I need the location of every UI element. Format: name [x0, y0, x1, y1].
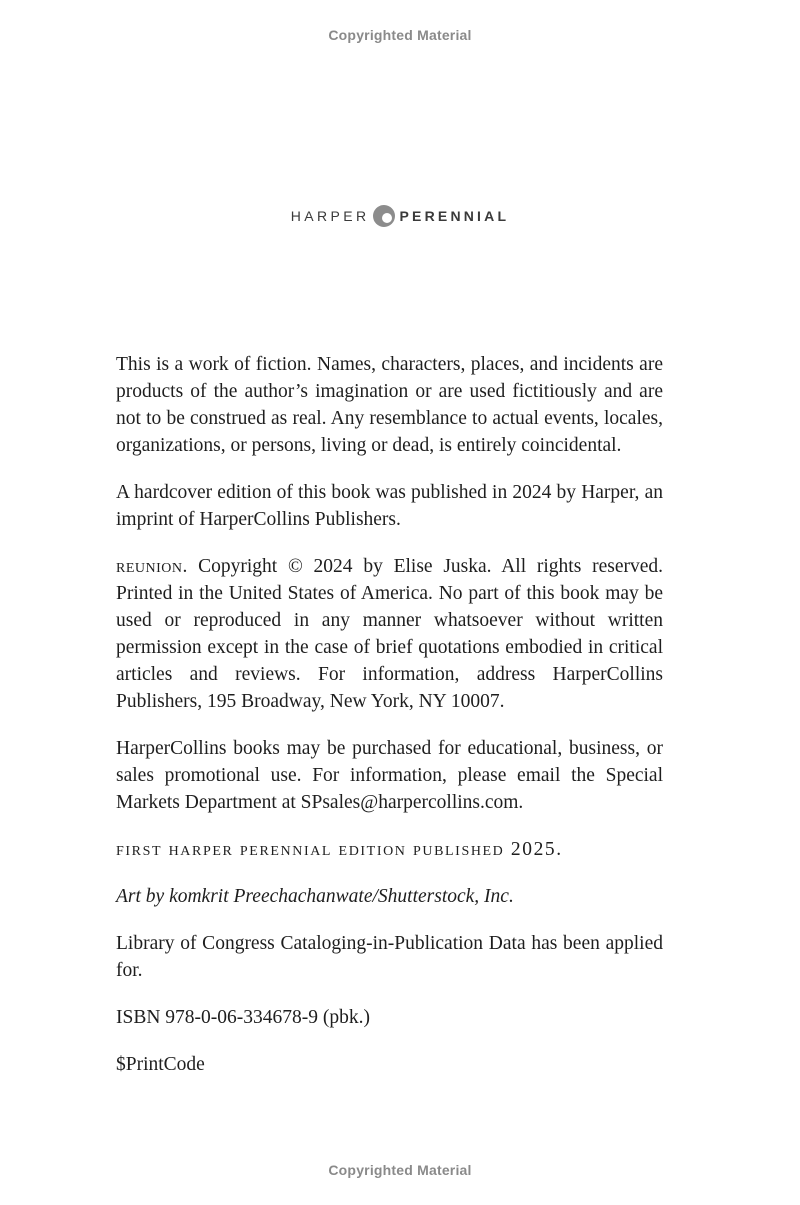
publisher-logo [0, 204, 800, 228]
copyright-notice-text: . Copyright © 2024 by Elise Juska. All rights reserved. Printed in the United States of America. No part of this book may be used or reproduced in any manner whatsoever without written permission except in the case of brief quotations embodied in critical articles and reviews. For information, address HarperCollins Publishers, 195 Broadway, New York, NY 10007. [116, 556, 663, 712]
cip-note: Library of Congress Cataloging-in-Publication Data has been applied for. [116, 933, 663, 981]
copyrighted-material-watermark-bottom: Copyrighted Material [328, 1162, 472, 1178]
print-code: $PrintCode [116, 1054, 205, 1075]
perennial-circle-logo-icon [372, 204, 396, 228]
art-credit: Art by komkrit Preechachanwate/Shutterstock, Inc. [116, 886, 514, 907]
special-sales-note: HarperCollins books may be purchased for educational, business, or sales promotional use. For information, please email the Special Markets Department at SPsales@harpercollins.com. [116, 738, 663, 813]
copyright-notice [116, 553, 663, 715]
hardcover-edition-note: A hardcover edition of this book was published in 2024 by Harper, an imprint of HarperCollins Publishers. [116, 482, 663, 530]
isbn: ISBN 978-0-06-334678-9 (pbk.) [116, 1007, 371, 1028]
logo-word-perennial: PERENNIAL [399, 208, 510, 224]
fiction-disclaimer: This is a work of fiction. Names, characters, places, and incidents are products of the author’s imagination or are used fictitiously and are not to be construed as real. Any resemblance to actual events, locales, organizations, or persons, living or dead, is entirely coincidental. [116, 354, 663, 456]
first-edition-line: first harper perennial edition published 2025. [116, 839, 563, 860]
copyright-page-body [116, 351, 663, 1098]
copyrighted-material-watermark-top: Copyrighted Material [328, 27, 472, 43]
book-title-small-caps: reunion [116, 556, 183, 577]
logo-word-harper: HARPER [290, 208, 370, 224]
